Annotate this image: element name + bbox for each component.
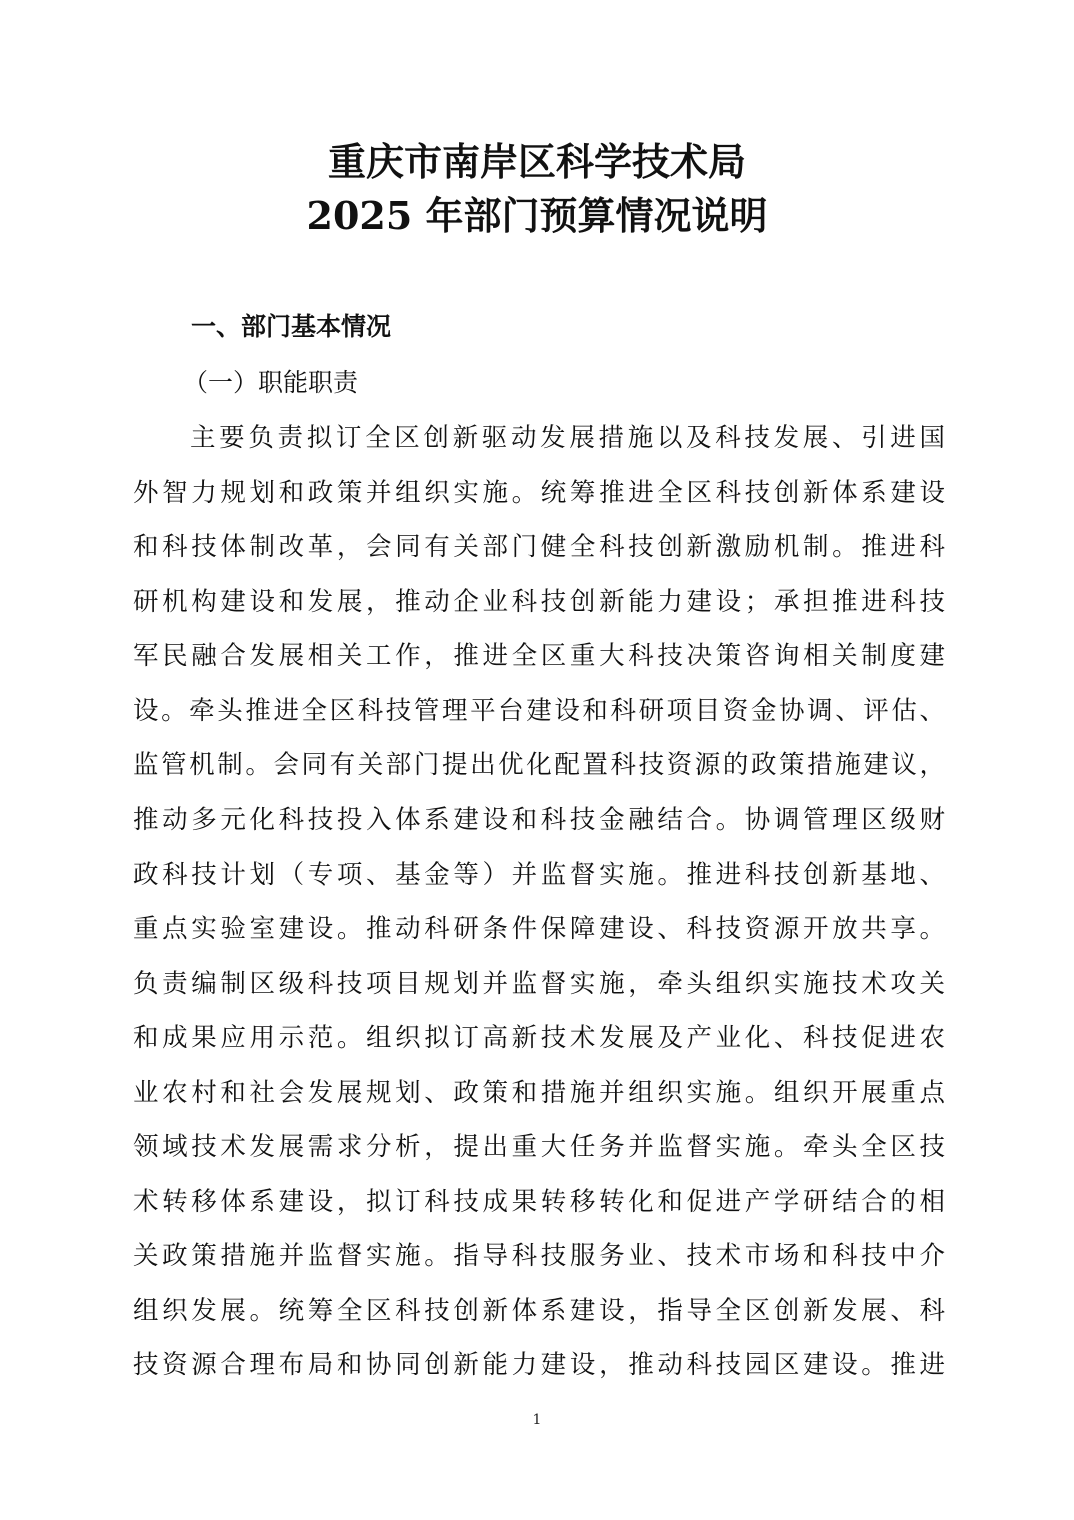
body-line: 研机构建设和发展，推动企业科技创新能力建设；承担推进科技 xyxy=(133,587,945,617)
body-line: 主要负责拟订全区创新驱动发展措施以及科技发展、引进国 xyxy=(190,423,945,453)
body-line: 监管机制。会同有关部门提出优化配置科技资源的政策措施建议， xyxy=(133,750,945,780)
body-line: 和科技体制改革，会同有关部门健全科技创新激励机制。推进科 xyxy=(133,532,945,562)
body-line: 关政策措施并监督实施。指导科技服务业、技术市场和科技中介 xyxy=(133,1241,945,1271)
document-title-line-2: 2025 年部门预算情况说明 xyxy=(306,193,768,238)
body-line: 设。牵头推进全区科技管理平台建设和科研项目资金协调、评估、 xyxy=(133,696,945,726)
section-heading: 一、部门基本情况 xyxy=(191,312,392,341)
body-line: 军民融合发展相关工作，推进全区重大科技决策咨询相关制度建 xyxy=(133,641,945,671)
body-line: 组织发展。统筹全区科技创新体系建设，指导全区创新发展、科 xyxy=(133,1296,945,1326)
body-line: 政科技计划（专项、基金等）并监督实施。推进科技创新基地、 xyxy=(133,860,945,890)
subsection-heading: （一）职能职责 xyxy=(183,368,359,397)
body-line: 技资源合理布局和协同创新能力建设，推动科技园区建设。推进 xyxy=(133,1350,945,1380)
body-line: 推动多元化科技投入体系建设和科技金融结合。协调管理区级财 xyxy=(133,805,945,835)
body-line: 领域技术发展需求分析，提出重大任务并监督实施。牵头全区技 xyxy=(133,1132,945,1162)
document-title-line-1: 重庆市南岸区科学技术局 xyxy=(327,139,746,184)
body-line: 外智力规划和政策并组织实施。统筹推进全区科技创新体系建设 xyxy=(133,478,945,508)
body-line: 负责编制区级科技项目规划并监督实施，牵头组织实施技术攻关 xyxy=(133,969,945,999)
body-line: 和成果应用示范。组织拟订高新技术发展及产业化、科技促进农 xyxy=(133,1023,945,1053)
body-line: 业农村和社会发展规划、政策和措施并组织实施。组织开展重点 xyxy=(133,1078,945,1108)
body-line: 重点实验室建设。推动科研条件保障建设、科技资源开放共享。 xyxy=(133,914,945,944)
page-number: 1 xyxy=(532,1412,542,1428)
body-line: 术转移体系建设，拟订科技成果转移转化和促进产学研结合的相 xyxy=(133,1187,945,1217)
